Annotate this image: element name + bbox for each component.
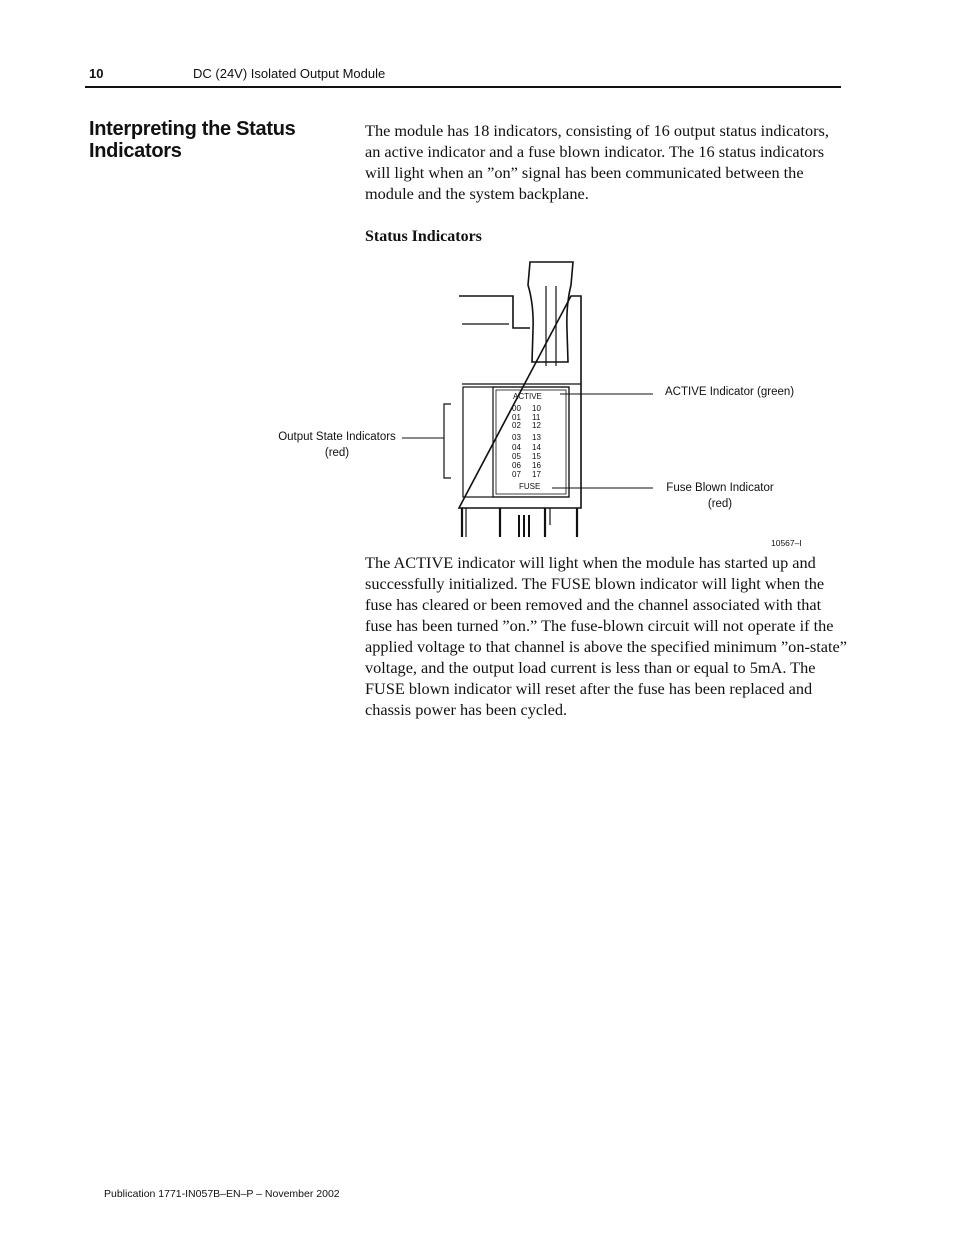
led-17: 17 bbox=[532, 470, 541, 479]
led-05: 05 bbox=[512, 452, 521, 461]
output-state-callout-line2: (red) bbox=[324, 447, 350, 459]
fuse-callout-line2: (red) bbox=[707, 498, 733, 510]
status-indicators-figure bbox=[0, 0, 954, 600]
output-state-callout-line1: Output State Indicators bbox=[278, 431, 396, 443]
fuse-callout-line1: Fuse Blown Indicator bbox=[666, 482, 774, 494]
section-heading: Interpreting the Status Indicators bbox=[89, 118, 296, 162]
intro-paragraph: The module has 18 indicators, consisting of 16 output status indicators, an active indicator and a fuse blown indicator. The 16 status indicators will light when an ”on” signal has been communicated between the module and the system backplane. bbox=[365, 121, 829, 203]
led-15: 15 bbox=[532, 452, 541, 461]
body-paragraph: The ACTIVE indicator will light when the module has started up and successfully initialized. The FUSE blown indicator will light when the fuse has cleared or been removed and the channel associated with that fuse has been turned ”on.” The fuse-blown circuit will not operate if the applied voltage to that channel is above the specified minimum ”on-state” voltage, and the output load current is less than or equal to 5mA. The FUSE blown indicator will reset after the fuse has been replaced and chassis power has been cycled. bbox=[365, 553, 847, 719]
led-04: 04 bbox=[512, 443, 521, 452]
led-03: 03 bbox=[512, 433, 521, 442]
module-latch bbox=[528, 262, 573, 362]
output-state-callout bbox=[276, 429, 398, 461]
led-14: 14 bbox=[532, 443, 541, 452]
active-led-label: ACTIVE bbox=[513, 392, 542, 401]
output-state-bracket bbox=[444, 404, 451, 478]
led-01: 01 bbox=[512, 413, 521, 422]
publication-footer: Publication 1771-IN057B–EN–P – November 2002 bbox=[104, 1188, 340, 1200]
led-10: 10 bbox=[532, 404, 541, 413]
running-header-title: DC (24V) Isolated Output Module bbox=[193, 66, 386, 81]
module-drawing bbox=[0, 0, 954, 600]
led-07: 07 bbox=[512, 470, 521, 479]
led-00: 00 bbox=[512, 404, 521, 413]
figure-title: Status Indicators bbox=[365, 228, 482, 245]
led-06: 06 bbox=[512, 461, 521, 470]
figure-id: 10567–I bbox=[771, 538, 802, 548]
led-13: 13 bbox=[532, 433, 541, 442]
led-16: 16 bbox=[532, 461, 541, 470]
led-02: 02 bbox=[512, 421, 521, 430]
led-11: 11 bbox=[532, 413, 541, 422]
led-12: 12 bbox=[532, 421, 541, 430]
fuse-callout bbox=[665, 480, 775, 512]
active-callout: ACTIVE Indicator (green) bbox=[665, 386, 795, 398]
page-number: 10 bbox=[89, 66, 104, 81]
fuse-led-label: FUSE bbox=[519, 482, 541, 491]
